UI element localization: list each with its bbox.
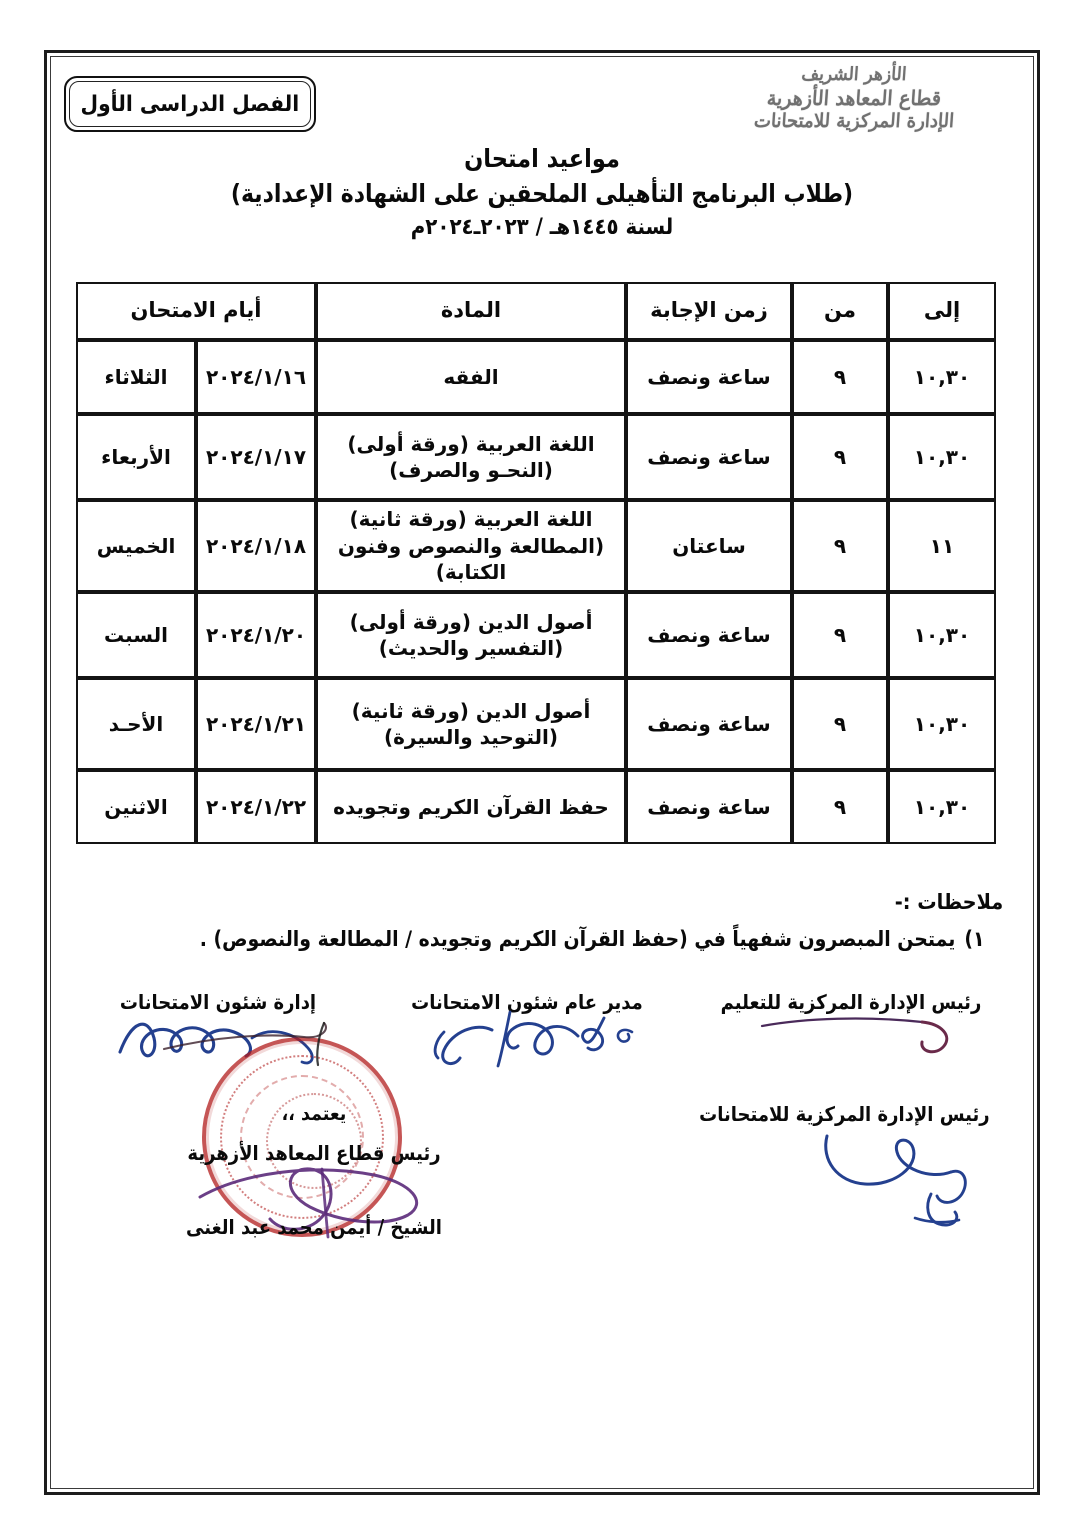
cell-from: ٩	[792, 414, 888, 500]
title-line-1: مواعيد امتحان	[464, 144, 620, 173]
cell-date: ٢٠٢٤/١/١٦	[196, 340, 316, 414]
signature-label: رئيس الإدارة المركزية للتعليم	[720, 990, 982, 1014]
cell-subject	[316, 340, 626, 414]
stamp-role: رئيس قطاع المعاهد الأزهرية	[187, 1141, 441, 1165]
cell-to: ١٠,٣٠	[888, 592, 996, 678]
cell-date: ٢٠٢٤/١/١٧	[196, 414, 316, 500]
cell-from: ٩	[792, 678, 888, 770]
title-line-3: لسنة ١٤٤٥هـ / ٢٠٢٣ـ٢٠٢٤م	[410, 215, 674, 240]
cell-date: ٢٠٢٤/١/٢١	[196, 678, 316, 770]
cell-to: ١٠,٣٠	[888, 414, 996, 500]
cell-date: ٢٠٢٤/١/٢٠	[196, 592, 316, 678]
exam-schedule-table	[76, 282, 996, 844]
cell-day: السبت	[76, 592, 196, 678]
cell-duration: ساعة ونصف	[626, 592, 792, 678]
note-item	[169, 924, 1008, 956]
approval-stamp	[154, 1025, 474, 1285]
signature-block-exams-gm	[372, 990, 682, 1014]
cell-subject	[316, 500, 626, 592]
subject-main: الفقه	[443, 364, 499, 389]
cell-duration: ساعتان	[626, 500, 792, 592]
cell-day: الأحـد	[76, 678, 196, 770]
cell-day: الخميس	[76, 500, 196, 592]
cell-to: ١٠,٣٠	[888, 340, 996, 414]
subject-main: حفظ القرآن الكريم وتجويده	[333, 794, 609, 819]
signature-block-central-exams-head	[683, 1102, 1006, 1126]
table-header-row	[76, 282, 996, 340]
subject-detail: (النحـو والصرف)	[389, 458, 553, 482]
cell-duration: ساعة ونصف	[626, 678, 792, 770]
header-to: إلى	[888, 282, 996, 340]
org-line-1: الأزهر الشريف	[800, 64, 908, 85]
cell-date: ٢٠٢٤/١/١٨	[196, 500, 316, 592]
subject-main: أصول الدين (ورقة ثانية)	[351, 698, 591, 723]
header-exam-days: أيام الامتحان	[76, 282, 316, 340]
cell-subject	[316, 770, 626, 844]
cell-to: ١٠,٣٠	[888, 770, 996, 844]
stamp-text	[154, 1025, 474, 1239]
cell-from: ٩	[792, 592, 888, 678]
note-number: ١)	[964, 927, 985, 951]
signature-label: مدير عام شئون الامتحانات	[411, 990, 643, 1014]
header-duration: زمن الإجابة	[626, 282, 792, 340]
stamp-approve-label: يعتمد ،،	[281, 1103, 347, 1125]
subject-detail: (المطالعة والنصوص وفنون الكتابة)	[337, 533, 605, 585]
page-title	[44, 142, 1040, 242]
cell-subject	[316, 414, 626, 500]
document-sheet	[44, 50, 1040, 1495]
organization-letterhead	[704, 64, 1004, 134]
table-row	[76, 770, 996, 844]
org-line-3: الإدارة المركزية للامتحانات	[753, 110, 955, 133]
table-row	[76, 414, 996, 500]
document-header	[44, 50, 1040, 240]
cell-duration: ساعة ونصف	[626, 340, 792, 414]
signature-block-exams-admin	[68, 990, 368, 1014]
table-row	[76, 500, 996, 592]
header-subject: المادة	[316, 282, 626, 340]
subject-detail: (التفسير والحديث)	[378, 636, 564, 660]
subject-main: أصول الدين (ورقة أولى)	[349, 609, 593, 634]
signature-block-education-head	[686, 990, 1016, 1014]
stamp-name: الشيخ / أيمن محمد عبد الغنى	[186, 1215, 442, 1239]
cell-subject	[316, 678, 626, 770]
cell-day: الاثنين	[76, 770, 196, 844]
header-from: من	[792, 282, 888, 340]
table-row	[76, 592, 996, 678]
cell-day: الأربعاء	[76, 414, 196, 500]
notes-heading-wrap	[76, 890, 1008, 924]
org-line-2: قطاع المعاهد الأزهرية	[766, 85, 942, 110]
exam-schedule-table-wrapper	[76, 282, 996, 844]
cell-duration: ساعة ونصف	[626, 414, 792, 500]
cell-from: ٩	[792, 340, 888, 414]
signature-label: رئيس الإدارة المركزية للامتحانات	[699, 1102, 990, 1126]
signature-row	[68, 990, 1016, 1014]
subject-detail: (التوحيد والسيرة)	[383, 725, 558, 749]
table-row	[76, 340, 996, 414]
note-text: يمتحن المبصرون شفهياً في (حفظ القرآن الكريم وتجويده / المطالعة والنصوص) .	[199, 927, 956, 951]
title-line-2: (طلاب البرنامج التأهيلى الملحقين على الشهادة الإعدادية)	[230, 179, 854, 208]
notes-title: ملاحظات :-	[894, 890, 1004, 914]
cell-duration: ساعة ونصف	[626, 770, 792, 844]
cell-subject	[316, 592, 626, 678]
cell-date: ٢٠٢٤/١/٢٢	[196, 770, 316, 844]
term-badge	[64, 76, 316, 132]
subject-main: اللغة العربية (ورقة ثانية)	[349, 507, 593, 532]
cell-to: ١٠,٣٠	[888, 678, 996, 770]
cell-from: ٩	[792, 500, 888, 592]
subject-main: اللغة العربية (ورقة أولى)	[347, 431, 595, 456]
signature-ink-blue	[791, 1126, 1001, 1236]
cell-day: الثلاثاء	[76, 340, 196, 414]
table-row	[76, 678, 996, 770]
table-body	[76, 340, 996, 844]
cell-to: ١١	[888, 500, 996, 592]
term-badge-label: الفصل الدراسى الأول	[80, 91, 300, 117]
signature-label: إدارة شئون الامتحانات	[119, 990, 317, 1014]
notes-section	[76, 890, 1008, 956]
cell-from: ٩	[792, 770, 888, 844]
